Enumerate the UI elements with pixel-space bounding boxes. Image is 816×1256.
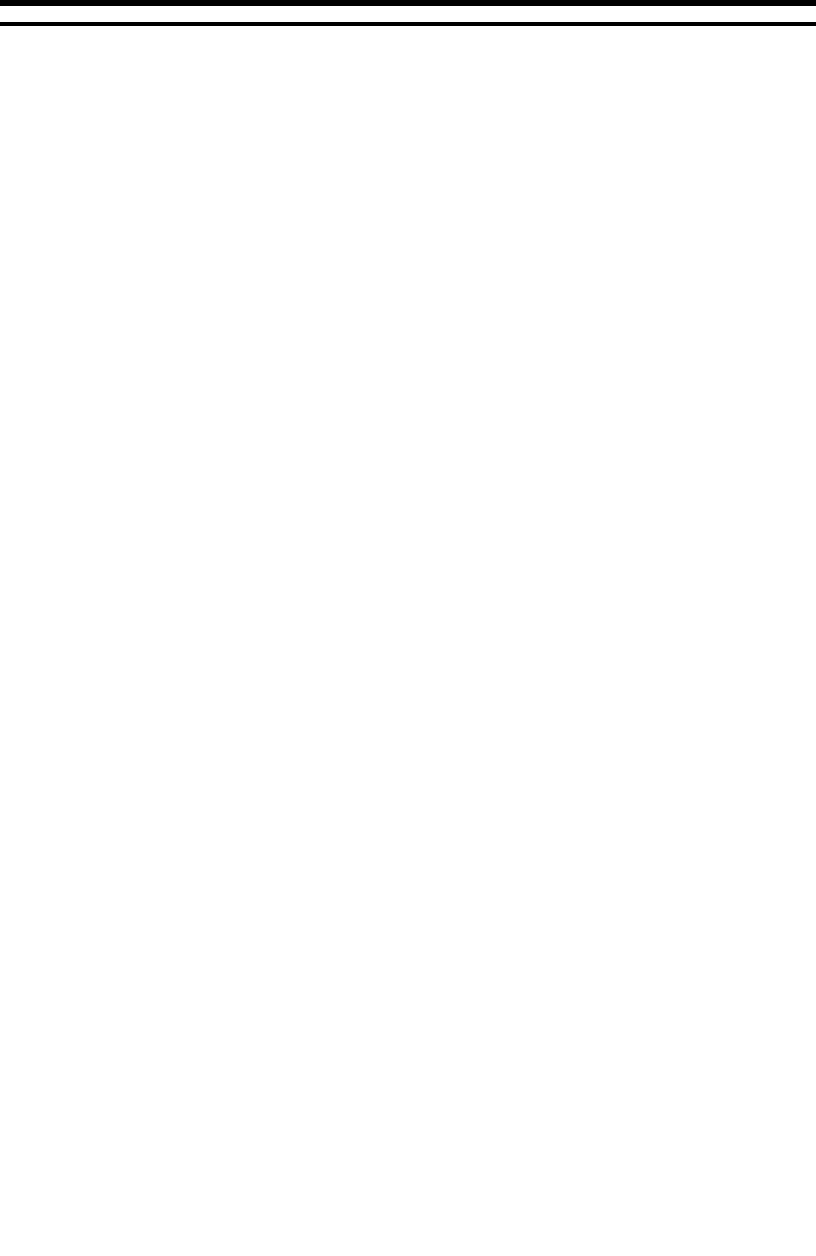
test-title — [0, 26, 816, 36]
section-iii-paragraph-3 — [0, 36, 816, 40]
decorative-border — [0, 0, 816, 26]
document-page — [0, 26, 816, 40]
